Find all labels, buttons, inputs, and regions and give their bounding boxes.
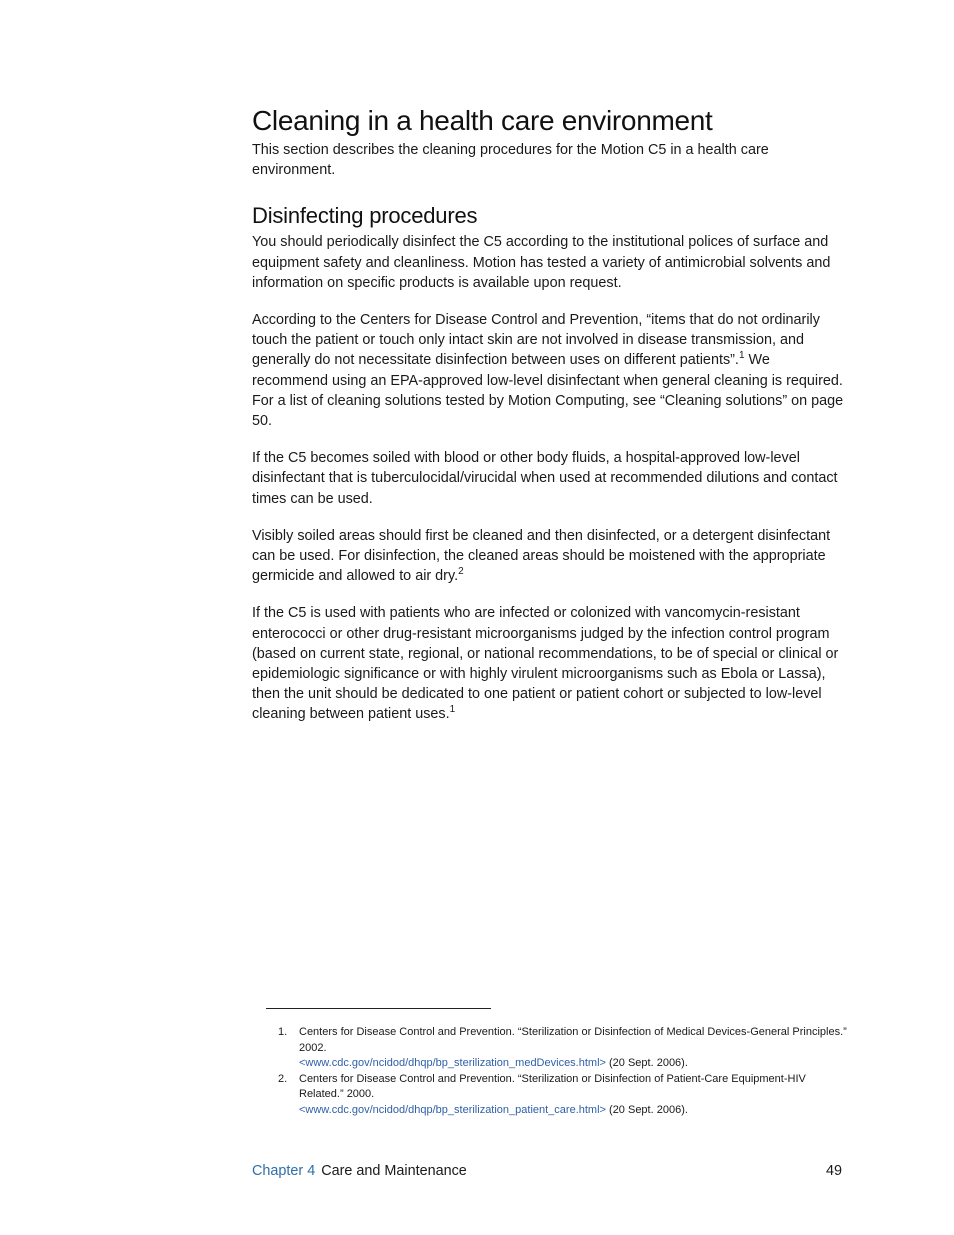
footnotes [278,1025,848,1119]
footnote-separator [266,1008,491,1009]
paragraph-4 [252,526,844,587]
footnote-link[interactable]: <www.cdc.gov/ncidod/dhqp/bp_sterilization_patient_care.html> [299,1103,606,1116]
chapter-label[interactable]: Chapter 4 [252,1163,316,1179]
chapter-title: Care and Maintenance [321,1163,467,1179]
intro-paragraph: This section describes the cleaning procedures for the Motion C5 in a health care environment. [252,142,769,179]
page-number: 49 [825,1163,842,1179]
paragraph-3: If the C5 becomes soiled with blood or other body fluids, a hospital-approved low-level disinfectant that is tuberculocidal/virucidal when used at recommended dilutions and contact times can be used. [252,450,838,507]
section-heading: Disinfecting procedures [252,203,478,229]
footnote-link[interactable]: <www.cdc.gov/ncidod/dhqp/bp_sterilization_medDevices.html> [299,1057,606,1070]
page-footer [252,1161,844,1181]
footnote-ref-1b[interactable]: 1 [449,704,456,716]
main-content [252,104,844,725]
footnote-ref-2[interactable]: 2 [458,566,464,578]
paragraph-2-text-a: According to the Centers for Disease Control and Prevention, “items that do not ordinarily touch the patient or touch only intact skin are not involved in disease transmission, and generally do not necessitate disinfection between uses on different patients”. [252,312,820,369]
footnote-ref-1[interactable]: 1 [738,350,745,362]
footnote-date: (20 Sept. 2006). [605,1103,688,1116]
paragraph-1: You should periodically disinfect the C5 according to the institutional polices of surface and equipment safety and cleanliness. Motion has tested a variety of antimicrobial solvents and information on specific products is available upon request. [252,234,831,291]
paragraph-4-text: Visibly soiled areas should first be cleaned and then disinfected, or a detergent disinfectant can be used. For disinfection, the cleaned areas should be moistened with the appropriate germicide and allowed to air dry. [252,527,831,585]
paragraph-5-text: If the C5 is used with patients who are infected or colonized with vancomycin-resistant enterococci or other drug-resistant microorganisms judged by the infection control program (based on current state, regional, or national recommendations, to be of special or clinical or epidemiologic significance or with highly virulent microorganisms such as Ebola or Lassa), then the unit should be dedicated to one patient or patient cohort or subjected to low-level cleaning between patient uses. [252,605,839,723]
footnote-text: Centers for Disease Control and Prevention. “Sterilization or Disinfection of Patient-Care Equipment-HIV Related.” 2000. [299,1072,806,1101]
footnote-2 [278,1072,848,1119]
footnote-1 [278,1025,848,1072]
footnote-date: (20 Sept. 2006). [605,1057,688,1070]
footnote-number: 2. [278,1072,288,1085]
paragraph-2-text-b: We recommend using an EPA-approved low-level disinfectant when general cleaning is required. For a list of cleaning solutions tested by Motion Computing, see “Cleaning solutions” on page 50. [252,352,844,430]
page-title: Cleaning in a health care environment [252,105,713,136]
paragraph-5 [252,603,844,724]
paragraph-2 [252,310,844,431]
footnote-text: Centers for Disease Control and Prevention. “Sterilization or Disinfection of Medical Devices-General Principles.” 2002. [299,1026,847,1054]
footnote-number: 1. [278,1026,288,1038]
